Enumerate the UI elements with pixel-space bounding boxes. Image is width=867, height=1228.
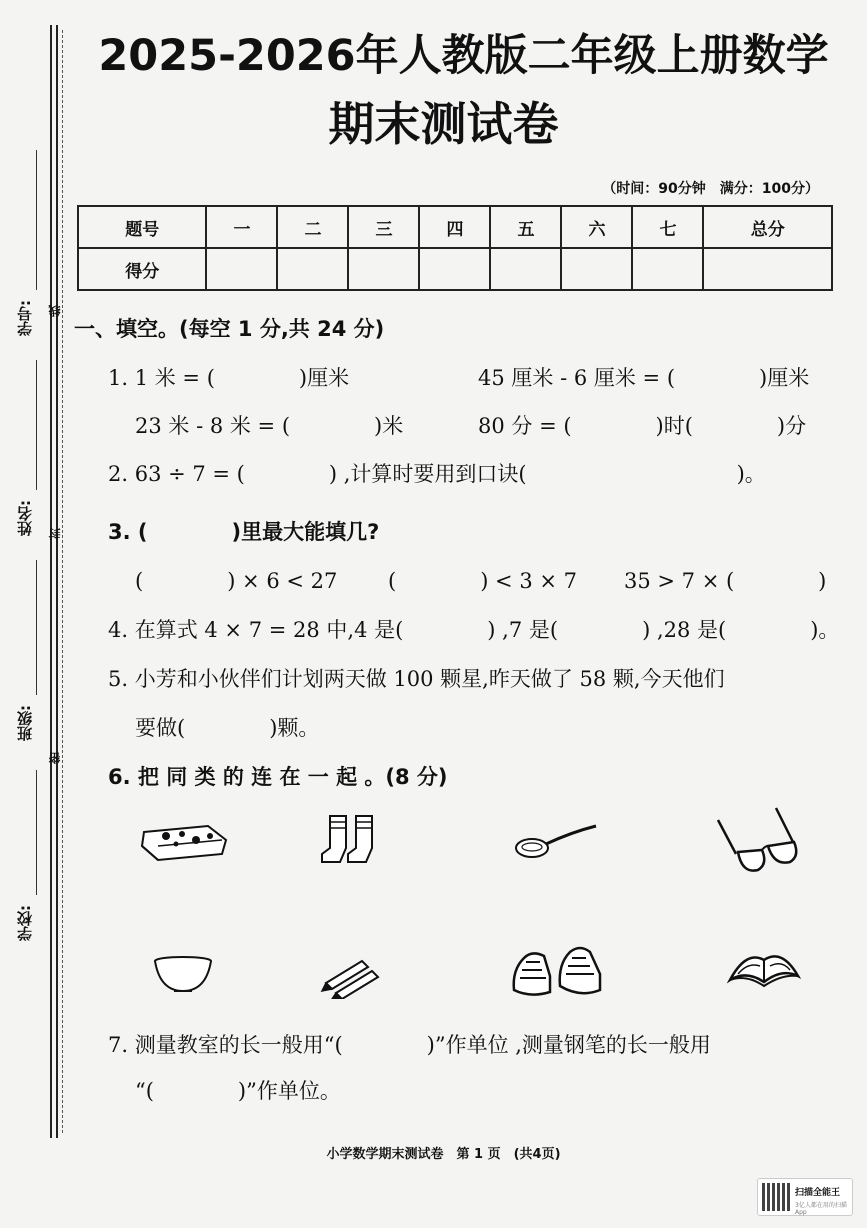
exam-meta: （时间：90分钟 满分：100分） bbox=[602, 181, 819, 197]
binding-dashed-line bbox=[62, 30, 63, 1133]
question-5-line1: 5. 小芳和小伙伴们计划两天做 100 颗星,昨天做了 58 颗,今天他们 bbox=[108, 667, 725, 691]
book-icon[interactable] bbox=[726, 940, 802, 994]
score-cell[interactable] bbox=[490, 248, 561, 290]
score-header-cell: 二 bbox=[277, 206, 348, 248]
question-3c: 35 > 7 × ( ) bbox=[624, 569, 827, 593]
score-cell[interactable] bbox=[348, 248, 419, 290]
score-header-cell: 六 bbox=[561, 206, 632, 248]
page-title: 2025-2026年人教版二年级上册数学 bbox=[98, 31, 829, 81]
pencil-case-icon[interactable] bbox=[138, 818, 230, 864]
score-header-cell: 题号 bbox=[78, 206, 206, 248]
score-cell[interactable] bbox=[632, 248, 703, 290]
student-id-blank[interactable] bbox=[36, 150, 37, 290]
page-subtitle: 期末测试卷 bbox=[328, 97, 559, 151]
score-header-cell: 五 bbox=[490, 206, 561, 248]
class-blank[interactable] bbox=[36, 560, 37, 695]
question-1b: 45 厘米 - 6 厘米 = ( )厘米 bbox=[478, 366, 810, 390]
scanner-badge bbox=[757, 1178, 853, 1216]
question-3b: ( ) < 3 × 7 bbox=[388, 569, 577, 593]
score-cell[interactable] bbox=[206, 248, 277, 290]
score-header-cell: 总分 bbox=[703, 206, 832, 248]
question-3a: ( ) × 6 < 27 bbox=[135, 569, 338, 593]
question-5-line2: 要做( )颗。 bbox=[135, 716, 320, 740]
score-cell[interactable] bbox=[419, 248, 490, 290]
sneakers-icon[interactable] bbox=[510, 940, 604, 1000]
seal-char-line: 线 bbox=[48, 305, 62, 317]
score-table-header-row bbox=[78, 206, 832, 248]
seal-char-secret: 密 bbox=[48, 752, 62, 764]
qr-code-icon bbox=[762, 1183, 790, 1211]
question-3-stem: 3. ( )里最大能填几? bbox=[108, 520, 380, 544]
score-header-cell: 一 bbox=[206, 206, 277, 248]
score-header-cell: 七 bbox=[632, 206, 703, 248]
binding-line-outer bbox=[50, 25, 52, 1138]
score-header-cell: 三 bbox=[348, 206, 419, 248]
socks-icon[interactable] bbox=[318, 812, 384, 872]
question-6-stem: 6. 把 同 类 的 连 在 一 起 。(8 分) bbox=[108, 765, 448, 789]
student-name-blank[interactable] bbox=[36, 360, 37, 490]
score-cell[interactable] bbox=[561, 248, 632, 290]
score-cell[interactable] bbox=[277, 248, 348, 290]
bowl-icon[interactable] bbox=[152, 955, 214, 995]
pencils-icon[interactable] bbox=[318, 955, 384, 999]
spoon-icon[interactable] bbox=[512, 822, 600, 864]
question-1c: 23 米 - 8 米 = ( )米 bbox=[135, 414, 404, 438]
question-7-line1: 7. 测量教室的长一般用“( )”作单位 ,测量钢笔的长一般用 bbox=[108, 1033, 711, 1057]
school-label: 学校: bbox=[16, 905, 34, 941]
binding-line-inner bbox=[56, 25, 58, 1138]
score-header-cell: 四 bbox=[419, 206, 490, 248]
school-blank[interactable] bbox=[36, 770, 37, 895]
score-table bbox=[77, 205, 833, 291]
student-id-label: 学号: bbox=[16, 300, 34, 336]
question-7-line2: “( )”作单位。 bbox=[135, 1079, 341, 1103]
question-1d: 80 分 = ( )时( )分 bbox=[478, 414, 807, 438]
page-footer: 小学数学期末测试卷 第 1 页 (共4页) bbox=[326, 1147, 561, 1162]
scanner-badge-title: 扫描全能王 bbox=[795, 1188, 841, 1198]
glasses-icon[interactable] bbox=[712, 804, 808, 880]
score-row-label: 得分 bbox=[78, 248, 206, 290]
section-heading: 一、填空。(每空 1 分,共 24 分) bbox=[74, 317, 385, 341]
question-2: 2. 63 ÷ 7 = ( ) ,计算时要用到口诀( )。 bbox=[108, 462, 766, 486]
scanner-badge-subtitle: 3亿人都在用的扫描App bbox=[795, 1202, 847, 1216]
score-cell[interactable] bbox=[703, 248, 832, 290]
question-1a: 1. 1 米 = ( )厘米 bbox=[108, 366, 350, 390]
class-label: 班级: bbox=[16, 705, 34, 741]
question-4: 4. 在算式 4 × 7 = 28 中,4 是( ) ,7 是( ) ,28 是( )。 bbox=[108, 618, 840, 642]
seal-char-seal: 封 bbox=[48, 528, 62, 540]
score-table-score-row bbox=[78, 248, 832, 290]
student-name-label: 姓名: bbox=[16, 500, 34, 536]
